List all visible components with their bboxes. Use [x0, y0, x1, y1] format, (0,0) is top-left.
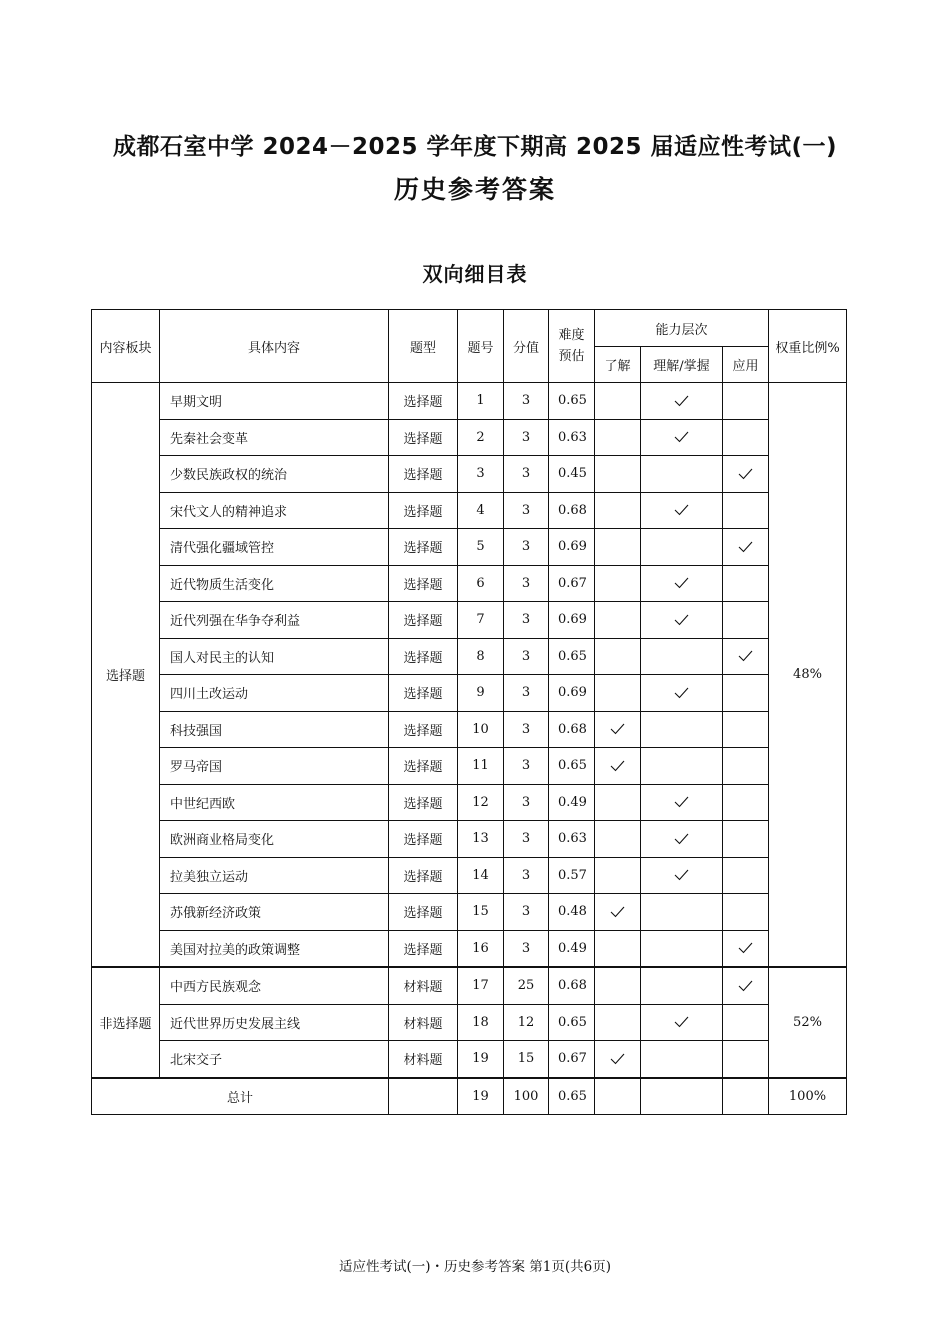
cell-score: 3: [504, 784, 549, 821]
cell-difficulty: 0.48: [549, 894, 595, 931]
check-mark-icon: [674, 431, 689, 443]
table-row: [92, 456, 847, 493]
cell-ability-understand: [641, 748, 723, 785]
total-difficulty: 0.65: [549, 1078, 595, 1115]
cell-ability-understand: [641, 784, 723, 821]
cell-ability-know: [595, 748, 641, 785]
cell-type: 选择题: [389, 419, 458, 456]
total-apply: [723, 1078, 769, 1115]
cell-ability-know: [595, 565, 641, 602]
cell-score: 3: [504, 711, 549, 748]
cell-ability-apply: [723, 1004, 769, 1041]
cell-ability-know: [595, 492, 641, 529]
cell-type: 选择题: [389, 492, 458, 529]
table-row: [92, 529, 847, 566]
table-row: [92, 419, 847, 456]
cell-difficulty: 0.65: [549, 638, 595, 675]
cell-content: 美国对拉美的政策调整: [160, 930, 389, 967]
cell-type: 选择题: [389, 529, 458, 566]
cell-ability-understand: [641, 383, 723, 420]
cell-score: 3: [504, 894, 549, 931]
cell-content: 先秦社会变革: [160, 419, 389, 456]
cell-content: 欧洲商业格局变化: [160, 821, 389, 858]
check-mark-icon: [674, 504, 689, 516]
cell-type: 材料题: [389, 967, 458, 1004]
group-label: 非选择题: [92, 967, 160, 1078]
header-difficulty-line1: 难度: [558, 328, 585, 343]
cell-ability-apply: [723, 529, 769, 566]
check-mark-icon: [610, 1053, 625, 1065]
cell-content: 近代世界历史发展主线: [160, 1004, 389, 1041]
cell-content: 科技强国: [160, 711, 389, 748]
cell-number: 1: [458, 383, 504, 420]
check-mark-icon: [674, 833, 689, 845]
document-subtitle: 历史参考答案: [393, 175, 556, 204]
cell-ability-understand: [641, 565, 723, 602]
cell-ability-understand: [641, 492, 723, 529]
header-ability: 能力层次: [595, 310, 769, 347]
group-weight: 48%: [769, 383, 847, 968]
cell-score: 3: [504, 419, 549, 456]
cell-ability-apply: [723, 565, 769, 602]
cell-content: 苏俄新经济政策: [160, 894, 389, 931]
total-row: [92, 1078, 847, 1115]
table-body: [92, 383, 847, 1078]
cell-type: 选择题: [389, 675, 458, 712]
table-row: [92, 602, 847, 639]
cell-content: 北宋交子: [160, 1041, 389, 1078]
cell-difficulty: 0.57: [549, 857, 595, 894]
cell-difficulty: 0.69: [549, 602, 595, 639]
group-label: 选择题: [92, 383, 160, 968]
cell-number: 9: [458, 675, 504, 712]
cell-ability-understand: [641, 1004, 723, 1041]
cell-ability-know: [595, 784, 641, 821]
cell-content: 国人对民主的认知: [160, 638, 389, 675]
cell-ability-understand: [641, 857, 723, 894]
header-number: 题号: [458, 310, 504, 383]
cell-ability-apply: [723, 894, 769, 931]
cell-ability-know: [595, 456, 641, 493]
cell-ability-know: [595, 930, 641, 967]
cell-content: 近代列强在华争夺利益: [160, 602, 389, 639]
cell-ability-apply: [723, 784, 769, 821]
check-mark-icon: [674, 614, 689, 626]
cell-difficulty: 0.65: [549, 383, 595, 420]
cell-difficulty: 0.65: [549, 748, 595, 785]
cell-content: 宋代文人的精神追求: [160, 492, 389, 529]
cell-ability-apply: [723, 857, 769, 894]
header-ability-apply: 应用: [723, 347, 769, 383]
cell-ability-understand: [641, 894, 723, 931]
document-title: 成都石室中学 2024－2025 学年度下期高 2025 届适应性考试(一): [112, 134, 838, 160]
total-type: [389, 1078, 458, 1115]
table-row: [92, 711, 847, 748]
table-row: [92, 1041, 847, 1078]
cell-ability-understand: [641, 419, 723, 456]
cell-score: 3: [504, 638, 549, 675]
cell-ability-apply: [723, 930, 769, 967]
cell-ability-understand: [641, 711, 723, 748]
header-score: 分值: [504, 310, 549, 383]
cell-ability-apply: [723, 711, 769, 748]
cell-ability-apply: [723, 675, 769, 712]
header-block: 内容板块: [92, 310, 160, 383]
cell-number: 10: [458, 711, 504, 748]
cell-number: 8: [458, 638, 504, 675]
cell-ability-understand: [641, 821, 723, 858]
cell-ability-know: [595, 638, 641, 675]
cell-number: 6: [458, 565, 504, 602]
cell-content: 四川土改运动: [160, 675, 389, 712]
check-mark-icon: [674, 577, 689, 589]
cell-ability-apply: [723, 492, 769, 529]
cell-score: 3: [504, 748, 549, 785]
cell-ability-apply: [723, 967, 769, 1004]
cell-difficulty: 0.63: [549, 821, 595, 858]
check-mark-icon: [738, 980, 753, 992]
table-row: [92, 748, 847, 785]
cell-ability-know: [595, 967, 641, 1004]
cell-number: 15: [458, 894, 504, 931]
cell-ability-know: [595, 419, 641, 456]
cell-ability-know: [595, 821, 641, 858]
cell-ability-apply: [723, 748, 769, 785]
cell-type: 材料题: [389, 1041, 458, 1078]
cell-number: 18: [458, 1004, 504, 1041]
header-ability-understand: 理解/掌握: [641, 347, 723, 383]
cell-ability-understand: [641, 1041, 723, 1078]
table-row: [92, 784, 847, 821]
check-mark-icon: [738, 468, 753, 480]
cell-ability-understand: [641, 602, 723, 639]
cell-type: 选择题: [389, 638, 458, 675]
table-row: [92, 383, 847, 420]
cell-ability-know: [595, 1004, 641, 1041]
total-weight: 100%: [769, 1078, 847, 1115]
header-difficulty-line2: 预估: [558, 349, 585, 364]
section-title: 双向细目表: [422, 262, 528, 286]
total-label: 总计: [92, 1078, 389, 1115]
total-score: 100: [504, 1078, 549, 1115]
cell-type: 选择题: [389, 565, 458, 602]
cell-number: 3: [458, 456, 504, 493]
cell-score: 3: [504, 602, 549, 639]
header-ability-know: 了解: [595, 347, 641, 383]
check-mark-icon: [738, 541, 753, 553]
cell-number: 14: [458, 857, 504, 894]
table-row: [92, 894, 847, 931]
cell-score: 3: [504, 675, 549, 712]
cell-type: 选择题: [389, 930, 458, 967]
cell-number: 19: [458, 1041, 504, 1078]
check-mark-icon: [610, 760, 625, 772]
table-row: [92, 930, 847, 967]
cell-difficulty: 0.68: [549, 492, 595, 529]
cell-content: 罗马帝国: [160, 748, 389, 785]
cell-difficulty: 0.49: [549, 930, 595, 967]
cell-ability-understand: [641, 529, 723, 566]
cell-ability-apply: [723, 638, 769, 675]
table-row: [92, 821, 847, 858]
page-footer: 适应性考试(一)・历史参考答案 第1页(共6页): [338, 1259, 612, 1275]
cell-number: 2: [458, 419, 504, 456]
specification-table: [91, 309, 847, 1115]
table-row: [92, 492, 847, 529]
cell-type: 选择题: [389, 784, 458, 821]
check-mark-icon: [674, 1016, 689, 1028]
cell-score: 12: [504, 1004, 549, 1041]
cell-content: 清代强化疆域管控: [160, 529, 389, 566]
cell-score: 3: [504, 930, 549, 967]
cell-ability-apply: [723, 602, 769, 639]
cell-difficulty: 0.63: [549, 419, 595, 456]
cell-content: 中世纪西欧: [160, 784, 389, 821]
cell-content: 近代物质生活变化: [160, 565, 389, 602]
check-mark-icon: [610, 906, 625, 918]
cell-content: 少数民族政权的统治: [160, 456, 389, 493]
table-row: [92, 638, 847, 675]
cell-ability-understand: [641, 930, 723, 967]
cell-number: 13: [458, 821, 504, 858]
check-mark-icon: [610, 723, 625, 735]
cell-type: 选择题: [389, 821, 458, 858]
total-know: [595, 1078, 641, 1115]
check-mark-icon: [674, 796, 689, 808]
header-content: 具体内容: [160, 310, 389, 383]
cell-number: 11: [458, 748, 504, 785]
cell-ability-know: [595, 1041, 641, 1078]
table-row: [92, 1004, 847, 1041]
cell-ability-apply: [723, 821, 769, 858]
cell-ability-know: [595, 383, 641, 420]
cell-score: 3: [504, 456, 549, 493]
table-row: [92, 675, 847, 712]
cell-number: 7: [458, 602, 504, 639]
cell-content: 早期文明: [160, 383, 389, 420]
check-mark-icon: [674, 395, 689, 407]
cell-score: 3: [504, 383, 549, 420]
cell-number: 5: [458, 529, 504, 566]
cell-number: 16: [458, 930, 504, 967]
cell-ability-understand: [641, 456, 723, 493]
check-mark-icon: [674, 869, 689, 881]
cell-content: 中西方民族观念: [160, 967, 389, 1004]
cell-content: 拉美独立运动: [160, 857, 389, 894]
cell-type: 材料题: [389, 1004, 458, 1041]
cell-score: 3: [504, 565, 549, 602]
cell-ability-apply: [723, 1041, 769, 1078]
cell-difficulty: 0.65: [549, 1004, 595, 1041]
cell-type: 选择题: [389, 456, 458, 493]
cell-ability-know: [595, 602, 641, 639]
cell-type: 选择题: [389, 857, 458, 894]
header-type: 题型: [389, 310, 458, 383]
cell-ability-understand: [641, 967, 723, 1004]
cell-type: 选择题: [389, 711, 458, 748]
cell-score: 3: [504, 857, 549, 894]
cell-score: 3: [504, 821, 549, 858]
total-count: 19: [458, 1078, 504, 1115]
table-row: [92, 565, 847, 602]
cell-ability-apply: [723, 456, 769, 493]
check-mark-icon: [738, 650, 753, 662]
cell-type: 选择题: [389, 894, 458, 931]
cell-ability-understand: [641, 638, 723, 675]
cell-difficulty: 0.49: [549, 784, 595, 821]
cell-ability-apply: [723, 419, 769, 456]
cell-score: 15: [504, 1041, 549, 1078]
cell-score: 25: [504, 967, 549, 1004]
cell-difficulty: 0.68: [549, 967, 595, 1004]
cell-ability-know: [595, 529, 641, 566]
cell-number: 4: [458, 492, 504, 529]
cell-ability-know: [595, 857, 641, 894]
check-mark-icon: [738, 942, 753, 954]
cell-type: 选择题: [389, 383, 458, 420]
check-mark-icon: [674, 687, 689, 699]
group-weight: 52%: [769, 967, 847, 1078]
cell-number: 17: [458, 967, 504, 1004]
cell-difficulty: 0.69: [549, 675, 595, 712]
cell-ability-apply: [723, 383, 769, 420]
cell-score: 3: [504, 529, 549, 566]
table-row: [92, 857, 847, 894]
total-understand: [641, 1078, 723, 1115]
cell-ability-understand: [641, 675, 723, 712]
cell-ability-know: [595, 675, 641, 712]
cell-type: 选择题: [389, 602, 458, 639]
cell-difficulty: 0.68: [549, 711, 595, 748]
header-difficulty: [549, 310, 595, 383]
cell-difficulty: 0.69: [549, 529, 595, 566]
cell-ability-know: [595, 894, 641, 931]
table-row: [92, 967, 847, 1004]
header-weight: 权重比例%: [769, 310, 847, 383]
cell-number: 12: [458, 784, 504, 821]
cell-difficulty: 0.45: [549, 456, 595, 493]
cell-difficulty: 0.67: [549, 565, 595, 602]
cell-difficulty: 0.67: [549, 1041, 595, 1078]
cell-ability-know: [595, 711, 641, 748]
cell-type: 选择题: [389, 748, 458, 785]
cell-score: 3: [504, 492, 549, 529]
